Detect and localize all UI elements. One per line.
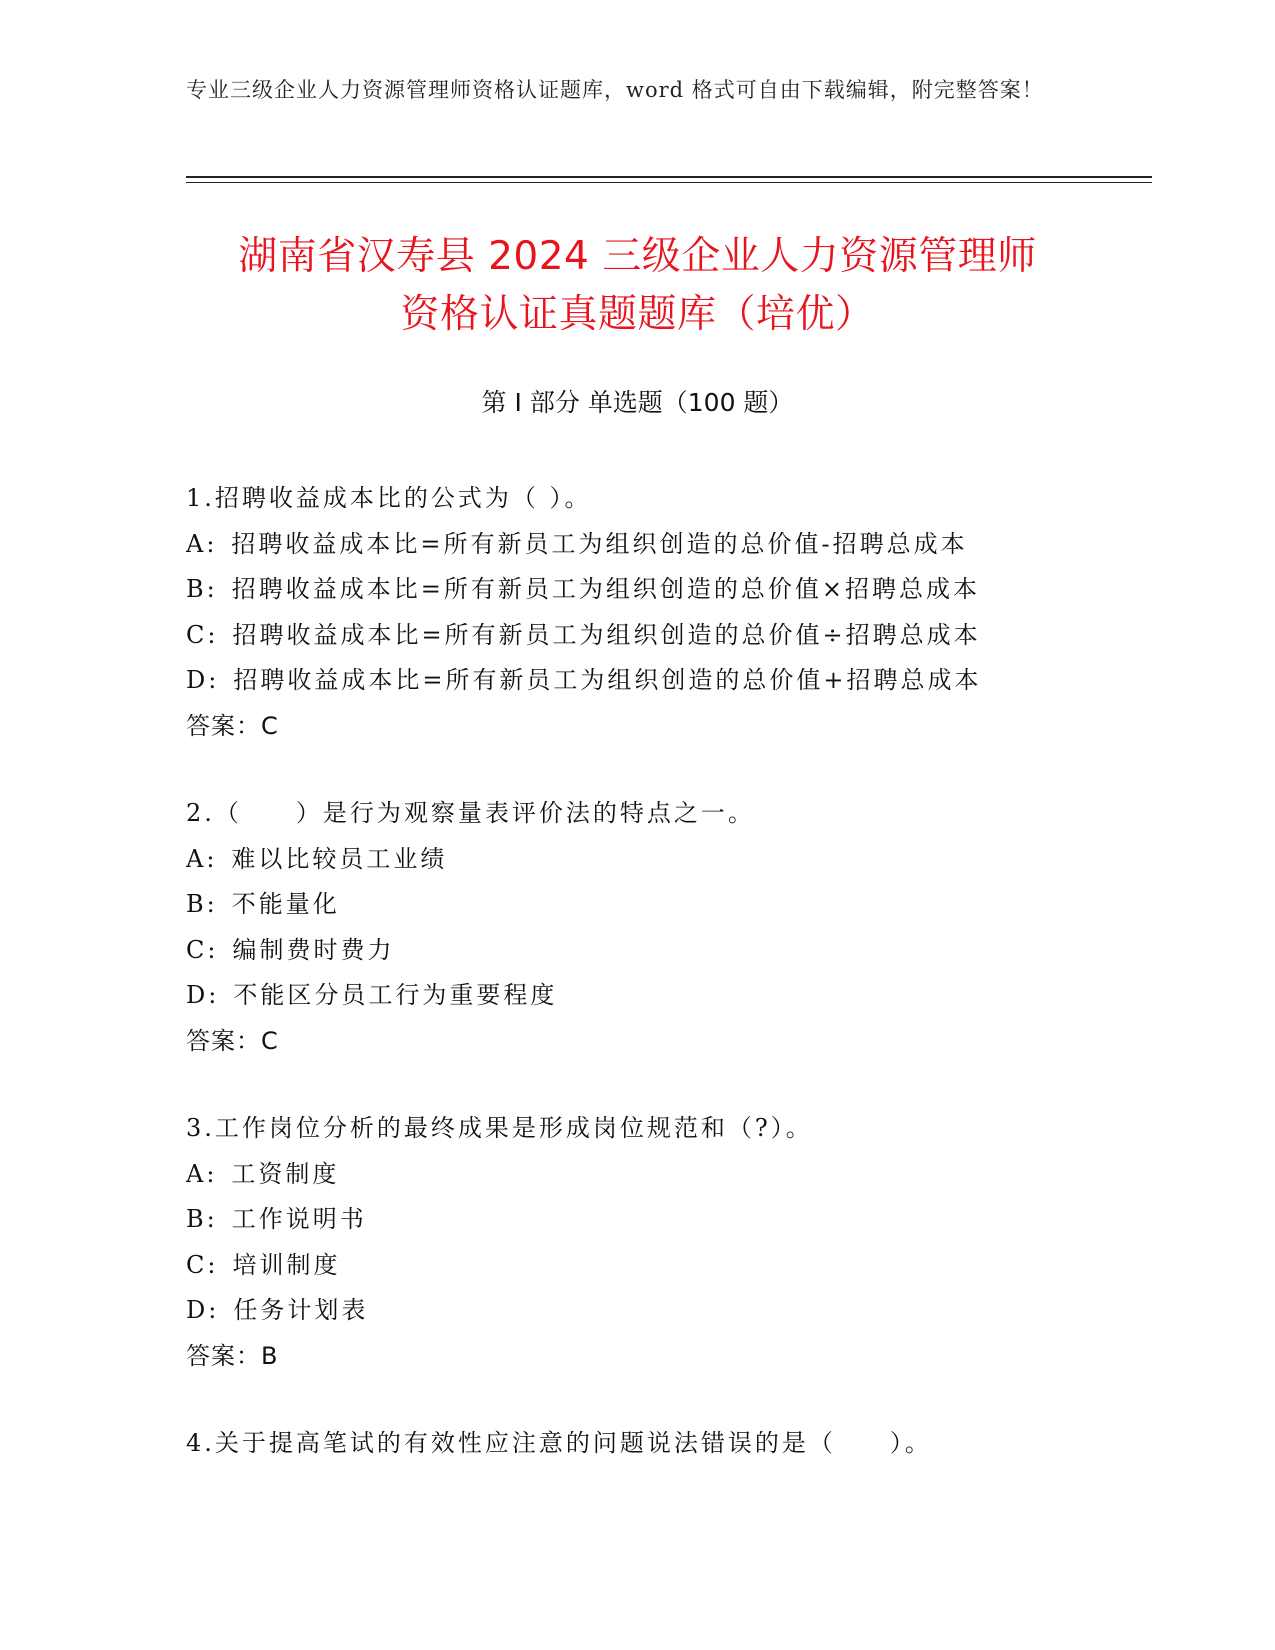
option-text: 任务计划表 [233, 1296, 369, 1324]
option-text: 不能量化 [231, 890, 340, 918]
option-key: B: [186, 1205, 218, 1233]
option-b [186, 567, 1146, 613]
option-key: A: [186, 529, 218, 558]
option-text: 编制费时费力 [232, 935, 395, 964]
option-text: 工作说明书 [231, 1205, 367, 1233]
question-stem: 2.（ ）是行为观察量表评价法的特点之一。 [186, 799, 755, 827]
document-title-line-1: 湖南省汉寿县 2024 三级企业人力资源管理师 [238, 234, 1037, 279]
question-4 [186, 1421, 1146, 1467]
option-c [186, 1243, 1146, 1289]
answer: 答案：B [186, 1341, 279, 1370]
document-title-line-2: 资格认证真题题库（培优） [400, 292, 875, 337]
option-key: D: [186, 1296, 220, 1324]
option-text: 不能区分员工行为重要程度 [233, 981, 558, 1009]
option-key: C: [186, 935, 219, 964]
option-key: C: [186, 1250, 219, 1279]
option-key: A: [186, 844, 218, 873]
option-c [186, 928, 1146, 974]
option-text: 招聘收益成本比=所有新员工为组织创造的总价值×招聘总成本 [231, 575, 980, 603]
question-stem: 4.关于提高笔试的有效性应注意的问题说法错误的是（ ）。 [186, 1429, 932, 1457]
option-text: 难以比较员工业绩 [231, 844, 448, 873]
option-text: 招聘收益成本比=所有新员工为组织创造的总价值÷招聘总成本 [232, 620, 981, 649]
option-a [186, 522, 1146, 568]
answer: 答案：C [186, 1026, 279, 1055]
answer: 答案：C [186, 711, 279, 740]
option-key: C: [186, 620, 219, 649]
question-3 [186, 1106, 1146, 1379]
option-text: 工资制度 [231, 1159, 340, 1188]
header-note: 专业三级企业人力资源管理师资格认证题库，word 格式可自由下载编辑，附完整答案！ [186, 78, 1044, 102]
option-b [186, 1197, 1146, 1243]
option-text: 招聘收益成本比=所有新员工为组织创造的总价值+招聘总成本 [233, 666, 982, 694]
header-rule-thick [186, 176, 1152, 178]
header-rule-thin [186, 182, 1152, 183]
question-list [186, 476, 1146, 1509]
option-d [186, 1288, 1146, 1334]
option-key: B: [186, 575, 218, 603]
section-title: 第 I 部分 单选题（100 题） [481, 388, 794, 417]
option-text: 培训制度 [232, 1250, 341, 1279]
document-title [150, 228, 1125, 344]
option-text: 招聘收益成本比=所有新员工为组织创造的总价值-招聘总成本 [231, 529, 968, 558]
option-a [186, 1152, 1146, 1198]
option-key: D: [186, 666, 220, 694]
option-d [186, 973, 1146, 1019]
question-2 [186, 791, 1146, 1064]
question-1 [186, 476, 1146, 749]
question-stem: 1.招聘收益成本比的公式为（ ）。 [186, 484, 592, 512]
option-a [186, 837, 1146, 883]
option-key: A: [186, 1159, 218, 1188]
question-stem: 3.工作岗位分析的最终成果是形成岗位规范和（?）。 [186, 1114, 813, 1142]
option-b [186, 882, 1146, 928]
option-key: D: [186, 981, 220, 1009]
option-key: B: [186, 890, 218, 918]
option-d [186, 658, 1146, 704]
option-c [186, 613, 1146, 659]
